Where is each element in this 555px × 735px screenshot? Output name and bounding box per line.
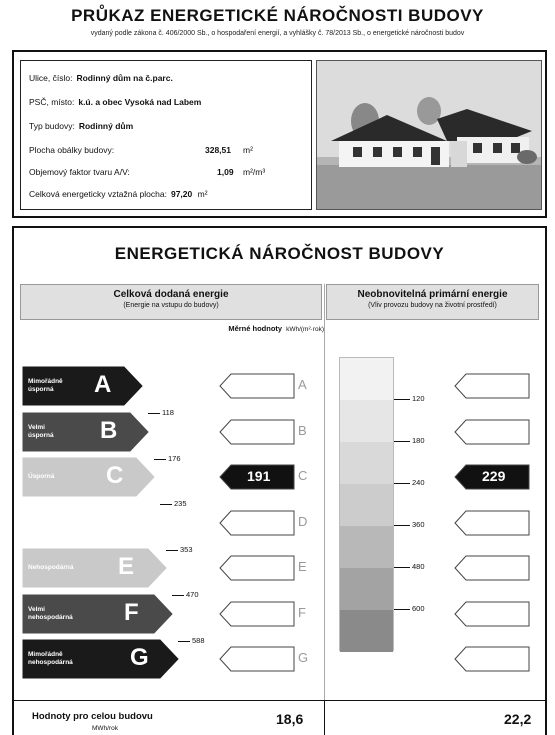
class-e-letter: E — [118, 553, 135, 580]
gradient-segment — [340, 484, 393, 526]
boundary-label-left: 470 — [186, 590, 199, 599]
class-a-letter: A — [94, 371, 112, 398]
primary-indicator-d — [454, 510, 530, 536]
primary-energy-title: Neobnovitelná primární energie — [357, 289, 508, 300]
totals-row — [14, 700, 545, 735]
boundary-label-right: 360 — [412, 520, 425, 529]
boundary-tick-right — [394, 609, 410, 610]
boundary-label-right: 600 — [412, 604, 425, 613]
class-e-label — [28, 564, 74, 572]
energy-rating-section — [12, 226, 547, 735]
rating-title: ENERGETICKÁ NÁROČNOST BUDOVY — [114, 244, 445, 263]
class-f-letter: F — [124, 598, 139, 626]
class-g-letter: G — [130, 644, 149, 671]
delivered-energy-title: Celková dodaná energie — [113, 289, 229, 300]
totals-divider — [324, 700, 325, 735]
boundary-tick-right — [394, 525, 410, 526]
class-letter-marker-c: C — [298, 468, 308, 483]
class-label-line1: Nehospodárná — [28, 564, 74, 571]
building-photo — [316, 60, 542, 210]
type-label: Typ budovy: — [29, 121, 75, 131]
boundary-label-left: 353 — [180, 544, 193, 554]
column-divider — [324, 284, 325, 700]
ref-area-label: Celková energeticky vztažná plocha: — [29, 189, 167, 199]
area-row — [29, 145, 309, 155]
specific-values-unit: kWh/(m²·rok) — [286, 326, 324, 333]
class-letter-marker-a: A — [298, 377, 307, 392]
primary-indicator-f — [454, 601, 530, 627]
gradient-segment — [340, 610, 393, 652]
primary-energy-header — [326, 284, 539, 320]
boundary-tick-left — [172, 595, 184, 596]
gradient-segment — [340, 358, 393, 400]
factor-value: 1,09 — [217, 167, 234, 177]
factor-label: Objemový faktor tvaru A/V: — [29, 167, 130, 177]
zip-value: k.ú. a obec Vysoká nad Labem — [78, 97, 202, 107]
street-label: Ulice, číslo: — [29, 73, 73, 83]
boundary-tick-left — [160, 504, 172, 505]
boundary-tick-right — [394, 567, 410, 568]
primary-indicator-a — [454, 373, 530, 399]
class-f-label — [28, 606, 73, 622]
factor-unit: m²/m³ — [243, 167, 266, 177]
building-info-panel — [20, 60, 312, 210]
ref-area-row — [29, 189, 309, 199]
boundary-label-left: 176 — [168, 453, 181, 463]
class-label-line2: úsporná — [28, 431, 54, 439]
primary-energy-total: 22,2 — [504, 711, 532, 727]
boundary-label-left: 118 — [162, 408, 174, 417]
type-row — [29, 121, 133, 131]
class-label-line2: nehospodárná — [28, 659, 73, 666]
street-value: Rodinný dům na č.parc. — [76, 73, 173, 83]
type-value: Rodinný dům — [78, 121, 134, 131]
class-label-line1: Mimořádně — [28, 378, 63, 385]
gradient-segment — [340, 400, 393, 442]
class-letter-marker-f: F — [298, 604, 306, 620]
primary-value-badge: 229 — [482, 468, 506, 484]
primary-indicator-e — [454, 555, 530, 581]
class-g-label — [28, 651, 73, 667]
class-label-line2: nehospodárná — [28, 613, 73, 621]
class-letter-marker-e: E — [298, 559, 307, 574]
boundary-tick-left — [154, 459, 166, 460]
class-label-line1: Mimořádně — [28, 651, 63, 658]
gradient-segment — [340, 442, 393, 484]
delivered-indicator-e — [219, 555, 295, 581]
delivered-indicator-g — [219, 646, 295, 672]
delivered-energy-total: 18,6 — [276, 711, 304, 727]
totals-unit: MWh/rok — [92, 725, 118, 732]
page-subtitle: vydaný podle zákona č. 406/2000 Sb., o hospodaření energií, a vyhlášky č. 78/2013 Sb., o energetické náročnosti budov — [90, 30, 465, 37]
class-label-line2: úsporná — [28, 386, 54, 393]
ref-area-unit: m² — [197, 189, 208, 199]
specific-values-text: Měrné hodnoty — [228, 324, 283, 333]
zip-label: PSČ, místo: — [29, 97, 75, 107]
delivered-energy-header — [20, 284, 322, 320]
specific-values-label — [14, 324, 324, 333]
class-letter-marker-b: B — [298, 422, 307, 438]
boundary-label-right: 480 — [412, 562, 425, 571]
boundary-tick-right — [394, 483, 410, 484]
factor-row — [29, 167, 309, 177]
class-c-label — [28, 473, 54, 481]
area-unit: m² — [243, 145, 253, 155]
delivered-indicator-a — [219, 373, 295, 399]
delivered-energy-subtitle: (Energie na vstupu do budovy) — [123, 302, 219, 309]
class-label-line1: Úsporná — [28, 473, 55, 480]
boundary-tick-right — [394, 399, 410, 400]
area-value: 328,51 — [205, 145, 231, 155]
boundary-label-right: 120 — [412, 394, 425, 403]
primary-energy-subtitle: (Vliv provozu budovy na životní prostředí) — [368, 302, 497, 309]
class-c-letter: C — [106, 462, 124, 489]
delivered-indicator-b — [219, 419, 295, 445]
totals-label: Hodnoty pro celou budovu — [32, 711, 153, 722]
class-letter-marker-d: D — [298, 513, 308, 529]
gradient-segment — [340, 568, 393, 610]
gradient-segment — [340, 526, 393, 568]
boundary-tick-left — [166, 550, 178, 551]
boundary-tick-right — [394, 441, 410, 442]
class-letter-marker-g: G — [298, 650, 309, 665]
class-b-letter: B — [100, 416, 118, 444]
class-d-arrow — [22, 503, 162, 543]
class-b-label — [28, 424, 54, 440]
delivered-indicator-f — [219, 601, 295, 627]
primary-indicator-g — [454, 646, 530, 672]
street-row — [29, 73, 173, 83]
boundary-label-right: 180 — [412, 436, 425, 445]
area-label: Plocha obálky budovy: — [29, 145, 115, 155]
primary-energy-gradient-bar — [339, 357, 394, 651]
delivered-value-badge: 191 — [247, 468, 271, 484]
boundary-label-left: 588 — [192, 635, 205, 645]
boundary-tick-left — [148, 413, 160, 414]
boundary-label-right: 240 — [412, 478, 425, 487]
primary-indicator-b — [454, 419, 530, 445]
class-label-line1: Velmi — [28, 423, 45, 431]
class-label-line1: Velmi — [28, 605, 45, 613]
page-title: PRŮKAZ ENERGETICKÉ NÁROČNOSTI BUDOVY — [71, 6, 484, 25]
building-info-section — [12, 50, 547, 218]
ref-area-value: 97,20 — [170, 189, 193, 199]
boundary-tick-left — [178, 641, 190, 642]
delivered-indicator-d — [219, 510, 295, 536]
house-image — [317, 61, 542, 210]
zip-row — [29, 97, 201, 107]
class-a-label — [28, 378, 63, 394]
boundary-label-left: 235 — [174, 499, 187, 508]
